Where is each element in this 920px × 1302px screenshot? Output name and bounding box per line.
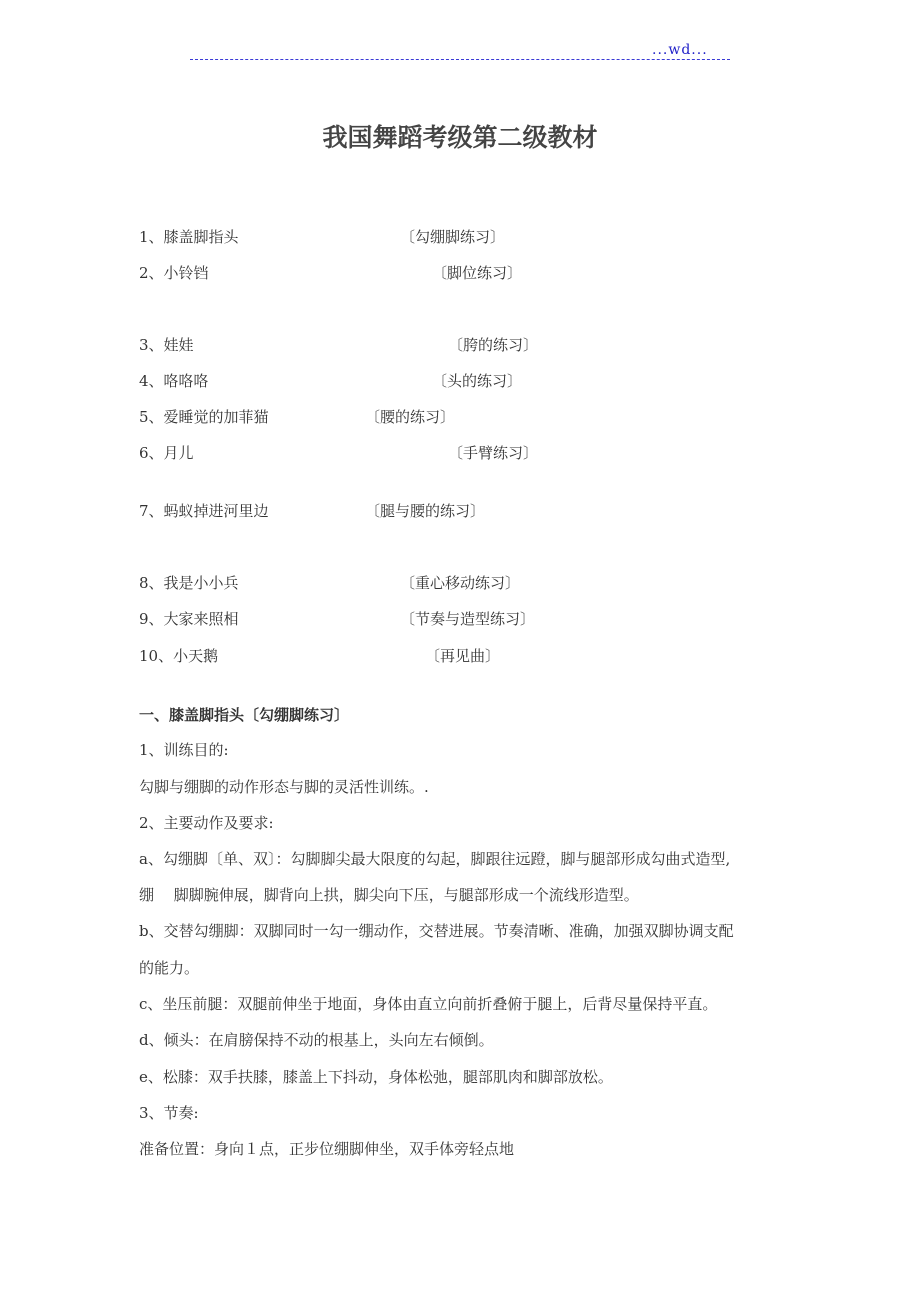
toc-item-name: 6、月儿 bbox=[139, 444, 194, 462]
section-heading: 一、膝盖脚指头〔勾绷脚练习〕 bbox=[139, 706, 350, 724]
toc-item-name: 10、小天鹅 bbox=[139, 647, 219, 665]
paragraph-line: e、松膝：双手扶膝，膝盖上下抖动，身体松弛，腿部肌肉和脚部放松。 bbox=[139, 1068, 613, 1086]
toc-item-name: 3、娃娃 bbox=[139, 336, 194, 354]
toc-item-name: 2、小铃铛 bbox=[139, 264, 209, 282]
toc-item-name: 5、爱睡觉的加菲猫 bbox=[139, 408, 269, 426]
toc-item-label: 〔胯的练习〕 bbox=[448, 336, 539, 354]
toc-item-name: 1、膝盖脚指头 bbox=[139, 228, 239, 246]
paragraph-line: 绷 脚脚腕伸展，脚背向上拱，脚尖向下压，与腿部形成一个流线形造型。 bbox=[139, 886, 639, 904]
toc-item-label: 〔脚位练习〕 bbox=[432, 264, 523, 282]
toc-item-label: 〔节奏与造型练习〕 bbox=[400, 610, 536, 628]
paragraph-line: 2、主要动作及要求: bbox=[139, 814, 274, 832]
paragraph-line: b、交替勾绷脚：双脚同时一勾一绷动作，交替进展。节奏清晰、准确，加强双脚协调支配 bbox=[139, 922, 734, 940]
paragraph-line: 准备位置：身向１点，正步位绷脚伸坐，双手体旁轻点地 bbox=[139, 1140, 515, 1158]
page-title: 我国舞蹈考级第二级教材 bbox=[322, 123, 598, 152]
paragraph-line: 的能力。 bbox=[139, 959, 200, 977]
toc-item-name: 7、蚂蚁掉进河里边 bbox=[139, 502, 269, 520]
toc-item-label: 〔头的练习〕 bbox=[432, 372, 523, 390]
toc-item-name: 9、大家来照相 bbox=[139, 610, 239, 628]
toc-item-label: 〔再见曲〕 bbox=[425, 647, 501, 665]
paragraph-line: 3、节奏: bbox=[139, 1104, 199, 1122]
toc-item-name: 4、咯咯咯 bbox=[139, 372, 209, 390]
paragraph-line: 勾脚与绷脚的动作形态与脚的灵活性训练。. bbox=[139, 778, 429, 796]
paragraph-line: a、勾绷脚〔单、双〕：勾脚脚尖最大限度的勾起，脚跟往远蹬，脚与腿部形成勾曲式造型, bbox=[139, 850, 731, 868]
toc-item-label: 〔勾绷脚练习〕 bbox=[400, 228, 506, 246]
toc-item-name: 8、我是小小兵 bbox=[139, 574, 239, 592]
toc-item-label: 〔腰的练习〕 bbox=[365, 408, 456, 426]
paragraph-line: d、倾头：在肩膀保持不动的根基上，头向左右倾倒。 bbox=[139, 1031, 494, 1049]
paragraph-line: c、坐压前腿：双腿前伸坐于地面，身体由直立向前折叠俯于腿上，后背尽量保持平直。 bbox=[139, 995, 718, 1013]
paragraph-line: 1、训练目的: bbox=[139, 741, 229, 759]
toc-item-label: 〔手臂练习〕 bbox=[448, 444, 539, 462]
toc-item-label: 〔重心移动练习〕 bbox=[400, 574, 521, 592]
toc-item-label: 〔腿与腰的练习〕 bbox=[365, 502, 486, 520]
header-rule bbox=[190, 59, 730, 60]
header-mark: ...wd... bbox=[652, 42, 708, 58]
